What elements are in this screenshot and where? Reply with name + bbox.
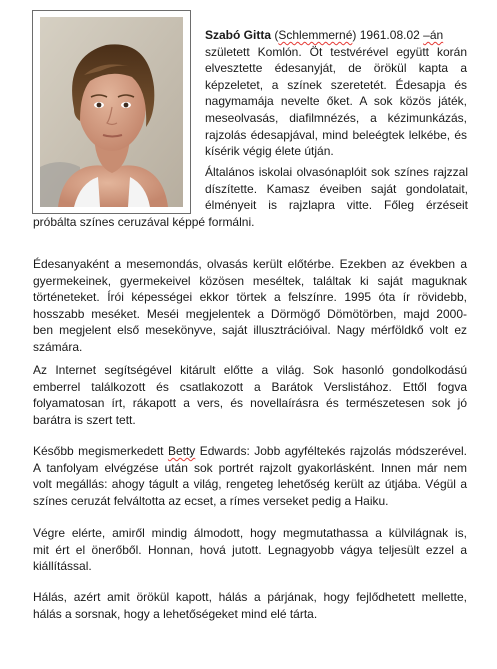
text-line: mit ért el önerőből. Honnan, hová jutott. Legnagyobb vágya teljesült ezzel a xyxy=(33,542,467,557)
text-line: született Komlón. Öt testvérével együtt korán xyxy=(205,44,467,59)
text-line: volt megállás: ahogy tágult a világ, rengeteg lehetőség került az útjába. Végül a xyxy=(33,477,467,492)
text-line: kísérik végig élete útján. xyxy=(205,144,334,159)
text-line: hosszabb meséket. Meséi megjelentek a Dörmögő Dömötörben, majd 2000- xyxy=(33,306,467,321)
drawing-paragraph xyxy=(33,443,467,509)
text-line: Az Internet segítségével kitárult előtte a világ. Sok hasonló gondolkodású xyxy=(33,363,467,377)
school-paragraph xyxy=(205,164,468,214)
text-line: díszítette. Kamasz éveiben saját gondolatait, xyxy=(205,181,468,196)
text-span: Edwards: Jobb agyféltekés rajzolás módszerével. xyxy=(195,444,467,458)
motherhood-paragraph xyxy=(33,256,467,356)
birth-date: 1961.08.02 xyxy=(359,28,420,42)
text-line: színes ceruzát felváltotta az ecset, a rímes verseket pedig a Haiku. xyxy=(33,493,389,508)
text-line: képzeletet, a színek szeretetét. Édesapja és xyxy=(205,77,467,92)
text-line: számára. xyxy=(33,339,83,354)
text-line: elvesztette édesanyját, de örökül kapta a xyxy=(205,61,467,76)
text-line: meseolvasás, diafilmnézés, a kézimunkázás, xyxy=(205,110,467,125)
text-line: hálás a sorsnak, hogy a lehetőségeket mind elé tárta. xyxy=(33,606,318,621)
text-line: Általános iskolai olvasónaplóit sok színes rajzzal xyxy=(205,165,468,179)
school-paragraph-tail xyxy=(33,214,467,231)
text-line xyxy=(33,443,467,460)
text-line: emberrel találkozott és csatlakozott a Barátok Verslistához. Ettől fogva xyxy=(33,379,467,394)
text-line: történeteket. Írói képességei ekkor törtek a felszínre. 1995 óta ír rövidebb, xyxy=(33,290,467,305)
intro-heading-line: Szabó Gitta (Schlemmerné) 1961.08.02 –án xyxy=(205,28,444,42)
text-line: nagymamája nevelte őket. A sok közös játék, xyxy=(205,94,467,109)
maiden-name: Schlemmerné xyxy=(278,28,353,42)
portrait-frame xyxy=(32,10,191,214)
text-line: kiállítással. xyxy=(33,559,92,574)
text-line: A tanfolyam elvégzése után sok portrét rajzolt gyakorlásként. Innen már nem xyxy=(33,460,467,475)
internet-paragraph xyxy=(33,362,467,428)
text-span: Később megismerkedett xyxy=(33,444,168,458)
portrait-photo xyxy=(40,17,183,207)
text-line: Édesanyaként a mesemondás, olvasás került előtérbe. Ezekben az években a xyxy=(33,257,467,271)
text-line: rajzolás édesapjával, mind beleégtek lelkébe, és xyxy=(205,127,467,142)
text-line: folyamatosan írt, rákapott a vers, és novellaírásra és természetesen sok jó xyxy=(33,396,467,411)
text-line: barátra is szert tett. xyxy=(33,412,136,427)
text-line: Végre elérte, amiről mindig álmodott, hogy megmutathassa a külvilágnak is, xyxy=(33,526,467,540)
intro-paragraph xyxy=(205,27,467,160)
birth-suffix: –án xyxy=(423,28,444,42)
text-line: ben megjelent első mesekönyve, saját illusztrációival. Nagy mérföldkő volt ez xyxy=(33,323,467,338)
text-line: próbálta színes ceruzával képpé formálni. xyxy=(33,215,255,229)
text-line: gyermekeinek, gyermekeivel közösen meséltek, találtak ki saját maguknak xyxy=(33,273,467,288)
text-line: Hálás, azért amit örökül kapott, hálás a párjának, hogy fejlődhetett mellette, xyxy=(33,590,467,604)
highlighted-name: Betty xyxy=(167,444,196,458)
gratitude-paragraph xyxy=(33,589,467,622)
author-name: Szabó Gitta xyxy=(205,28,272,42)
text-line: élményeit is rajzlapra vitte. Főleg érzéseit xyxy=(205,198,468,213)
achievement-paragraph xyxy=(33,525,467,575)
